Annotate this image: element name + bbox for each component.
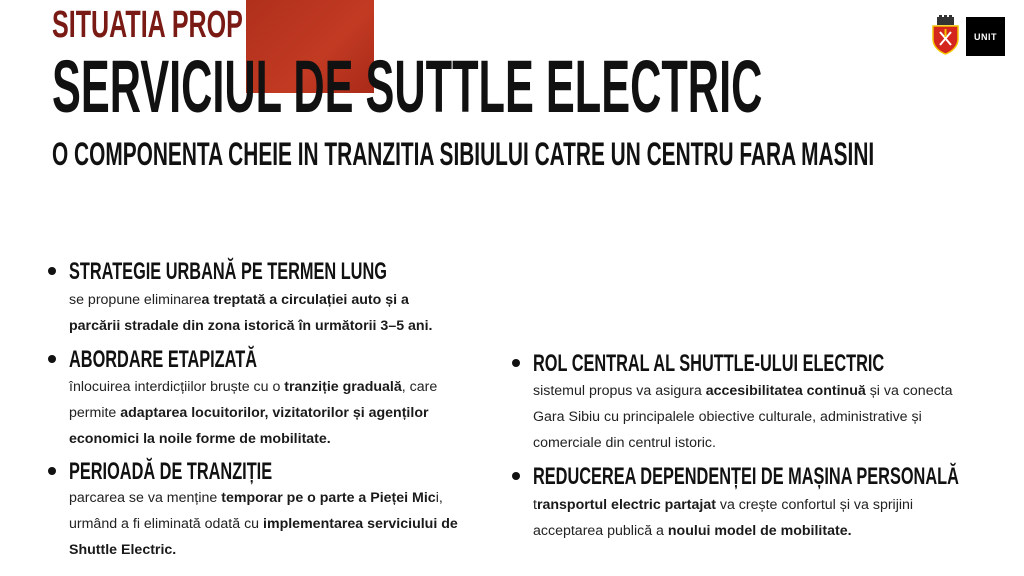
text-run: , care bbox=[401, 379, 438, 395]
right-body-1 bbox=[533, 378, 953, 456]
text-run: parcarea se va menține bbox=[69, 490, 222, 506]
right-heading-2: REDUCEREA DEPENDENȚEI DE MAȘINA PERSONALĂ bbox=[533, 463, 959, 490]
body-line bbox=[69, 485, 458, 511]
left-heading-1: STRATEGIE URBANĂ PE TERMEN LUNG bbox=[69, 258, 387, 285]
body-line bbox=[69, 313, 432, 339]
coat-of-arms-icon bbox=[931, 15, 960, 55]
bold-text-run: parcării stradale din zona istorică în următorii 3–5 ani. bbox=[69, 318, 433, 334]
text-run: și va conecta bbox=[865, 383, 953, 399]
bold-text-run: ransportul electric partajat bbox=[536, 497, 716, 513]
bullet-dot bbox=[48, 267, 56, 275]
bold-text-run: economici la noile forme de mobilitate. bbox=[69, 431, 331, 447]
text-run: urmând a fi eliminată odată cu bbox=[69, 516, 264, 532]
bullet-dot bbox=[48, 355, 56, 363]
right-body-2 bbox=[533, 492, 913, 544]
section-kicker: SITUATIA PROP bbox=[52, 4, 243, 46]
bold-text-run: noului model de mobilitate. bbox=[667, 523, 852, 539]
page-subtitle: O COMPONENTA CHEIE IN TRANZITIA SIBIULUI CATRE UN CENTRU FARA MASINI bbox=[52, 136, 875, 172]
body-line bbox=[533, 404, 953, 430]
body-line bbox=[533, 430, 953, 456]
bold-text-run: adaptarea locuitorilor, vizitatorilor și agenților bbox=[120, 405, 429, 421]
bold-text-run: tranziție graduală bbox=[284, 379, 402, 395]
left-heading-3: PERIOADĂ DE TRANZIȚIE bbox=[69, 458, 273, 485]
left-heading-2: ABORDARE ETAPIZATĂ bbox=[69, 346, 257, 373]
bold-text-run: implementarea serviciului de bbox=[263, 516, 458, 532]
text-run: înlocuirea interdicțiilor bruște cu o bbox=[69, 379, 285, 395]
bullet-dot bbox=[48, 467, 56, 475]
body-line bbox=[533, 492, 913, 518]
bold-text-run: accesibilitatea continuă bbox=[705, 383, 866, 399]
bold-text-run: a treptată a circulației auto și a bbox=[201, 292, 409, 308]
bold-text-run: temporar pe o parte a Pieței Mic bbox=[221, 490, 436, 506]
text-run: acceptarea publică a bbox=[533, 523, 668, 539]
unit-logo: UNIT bbox=[966, 17, 1005, 56]
text-run: t bbox=[533, 497, 537, 513]
body-line bbox=[69, 287, 432, 313]
page-title: SERVICIUL DE SUTTLE ELECTRIC bbox=[52, 45, 763, 128]
text-run: permite bbox=[69, 405, 121, 421]
body-line bbox=[533, 378, 953, 404]
text-run: va crește confortul și va sprijini bbox=[715, 497, 914, 513]
text-run: comerciale din centrul istoric. bbox=[533, 435, 716, 451]
body-line bbox=[69, 511, 458, 537]
body-line bbox=[69, 537, 458, 563]
bold-text-run: Shuttle Electric. bbox=[69, 542, 177, 558]
bullet-dot bbox=[512, 359, 520, 367]
bullet-dot bbox=[512, 472, 520, 480]
body-line bbox=[533, 518, 913, 544]
left-body-2 bbox=[69, 374, 437, 452]
text-run: se propune eliminare bbox=[69, 292, 202, 308]
body-line bbox=[69, 426, 437, 452]
body-line bbox=[69, 374, 437, 400]
left-body-1 bbox=[69, 287, 432, 339]
left-body-3 bbox=[69, 485, 458, 563]
body-line bbox=[69, 400, 437, 426]
text-run: i, bbox=[435, 490, 443, 506]
text-run: sistemul propus va asigura bbox=[533, 383, 706, 399]
text-run: Gara Sibiu cu principalele obiective culturale, administrative și bbox=[533, 409, 922, 425]
right-heading-1: ROL CENTRAL AL SHUTTLE-ULUI ELECTRIC bbox=[533, 350, 885, 377]
